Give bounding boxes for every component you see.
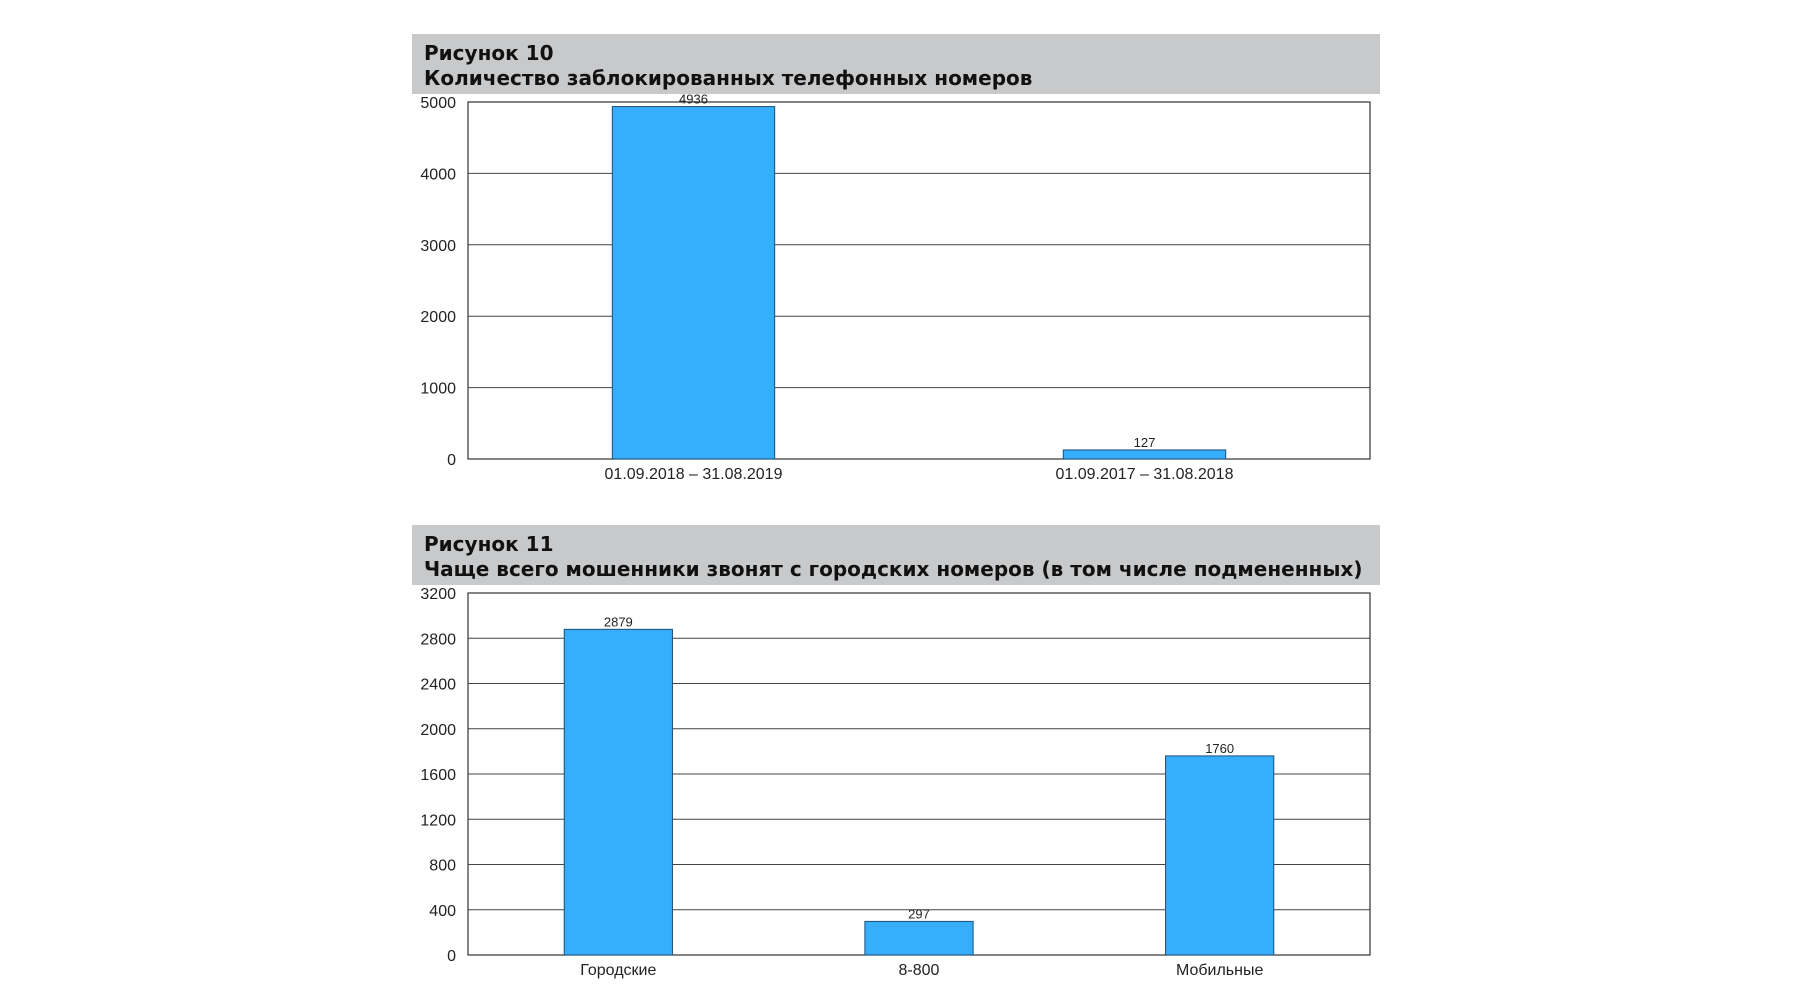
y-tick-label: 2000: [420, 721, 456, 739]
x-category-label: 01.09.2017 – 31.08.2018: [1055, 466, 1234, 483]
bar: [612, 107, 774, 459]
figure-number: Рисунок 10: [424, 41, 554, 65]
y-tick-label: 3000: [420, 237, 456, 255]
x-category-label: 01.09.2018 – 31.08.2019: [604, 466, 783, 483]
y-tick-label: 1200: [420, 812, 456, 830]
y-tick-label: 4000: [420, 166, 456, 184]
y-tick-label: 3200: [420, 586, 456, 603]
figure-11: [412, 525, 1380, 995]
plot-frame: [468, 102, 1370, 459]
y-tick-label: 1000: [420, 380, 456, 398]
y-tick-label: 2000: [420, 309, 456, 327]
y-tick-label: 800: [429, 857, 456, 875]
fraud-call-sources-bar-chart: [412, 585, 1380, 995]
bar-value-label: 297: [908, 906, 930, 922]
y-tick-label: 0: [447, 452, 456, 469]
figure-10: [412, 34, 1380, 494]
bar: [1063, 450, 1225, 459]
y-tick-label: 1600: [420, 767, 456, 784]
bar: [564, 629, 672, 955]
y-tick-label: 400: [429, 902, 456, 920]
x-category-label: Городские: [580, 962, 657, 979]
figure-title: Чаще всего мошенники звонят с городских номеров (в том числе подмененных): [424, 557, 1363, 581]
bar-value-label: 4936: [679, 94, 708, 107]
bar: [865, 921, 973, 955]
figure-header: [412, 525, 1380, 585]
y-tick-label: 2400: [420, 676, 456, 694]
x-category-label: Мобильные: [1175, 962, 1264, 979]
y-tick-label: 0: [447, 948, 456, 965]
blocked-numbers-bar-chart: [412, 94, 1380, 494]
y-tick-label: 5000: [420, 95, 456, 112]
figure-number: Рисунок 11: [424, 532, 554, 556]
bar: [1166, 756, 1274, 955]
bar-value-label: 2879: [603, 614, 633, 630]
x-category-label: 8-800: [898, 962, 940, 979]
bar-value-label: 1760: [1205, 740, 1235, 756]
figure-header: [412, 34, 1380, 94]
figure-title: Количество заблокированных телефонных номеров: [424, 66, 1033, 90]
bar-value-label: 127: [1133, 434, 1156, 450]
y-tick-label: 2800: [420, 631, 456, 649]
